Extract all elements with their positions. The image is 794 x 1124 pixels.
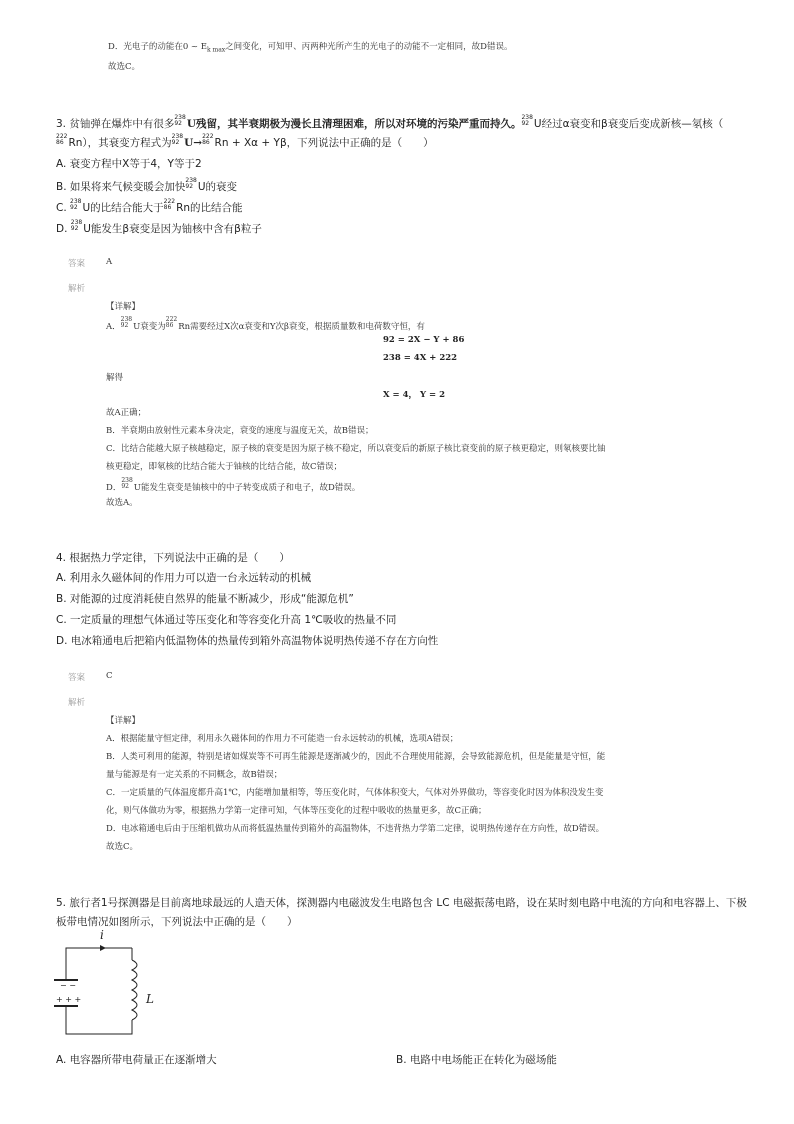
nuclide-u — [185, 178, 196, 190]
q5-stem-line2: 板带电情况如图所示，下列说法中正确的是（ ） — [56, 916, 298, 928]
prev-choose: 故选C。 — [108, 62, 141, 72]
prev-option-d — [108, 40, 513, 58]
q3-stem-line2 — [56, 134, 434, 150]
q3-analysis-label: 解析 — [68, 284, 86, 294]
q3-solve: 解得 — [106, 373, 124, 383]
nuclide-u — [172, 134, 183, 146]
capacitor-minus-charges: − − — [60, 981, 76, 990]
nuc-bottom: 92 — [521, 120, 530, 127]
q4-answer: C — [106, 671, 113, 681]
q3-equation-2: 238 = 4X + 222 — [383, 353, 458, 363]
q3-line2a: Rn），其衰变方程式为 — [68, 137, 172, 149]
q3-option-d[interactable] — [56, 220, 262, 236]
nuc-bottom: 86 — [202, 139, 210, 146]
nuc-bottom: 92 — [174, 120, 182, 127]
q3-line1c: U经过α衰变和β衰变后变成新核—氡核（ — [533, 118, 724, 130]
q3-explain-c1: C．比结合能越大原子核越稳定，原子核的衰变是因为原子核不稳定，所以衰变后的新原子核比衰变前的原子核更稳定，则氡核要比铀 — [106, 444, 606, 454]
q4-explain-b1: B．人类可利用的能源，特别是诸如煤炭等不可再生能源是逐渐减少的，因此不合理使用能源，会导致能源危机，但是能量是守恒，能 — [106, 752, 606, 762]
q3-opt-b-text: B. 如果将来气候变暖会加快 — [56, 181, 186, 193]
q3-stem-line1 — [56, 115, 723, 131]
nuclide-rn — [166, 317, 177, 329]
nuc-top: 238 — [70, 219, 83, 226]
q3-a1b: U衰变为 — [133, 322, 166, 332]
q4-analysis-label: 解析 — [68, 698, 86, 708]
q3-option-a[interactable]: A. 衰变方程中X等于4，Y等于2 — [56, 158, 202, 170]
nuclide-u — [174, 115, 185, 127]
q4-explain-b2: 量与能源是有一定关系的不同概念，故B错误； — [106, 770, 283, 780]
current-label: i — [100, 928, 104, 942]
nuclide-rn — [164, 199, 175, 211]
q4-option-a[interactable]: A. 利用永久磁体间的作用力可以造一台永远转动的机械 — [56, 572, 312, 584]
wire-bottom — [66, 1006, 132, 1034]
q3-answer: A — [106, 257, 113, 267]
q4-detail-heading: 【详解】 — [106, 716, 141, 726]
q3-explain-b: B．半衰期由放射性元素本身决定，衰变的速度与温度无关，故B错误； — [106, 426, 374, 436]
nuc-top: 238 — [185, 177, 197, 184]
q3-detail-heading: 【详解】 — [106, 302, 141, 312]
q3-opt-c-text: U的比结合能大于 — [82, 202, 164, 214]
nuc-top: 238 — [174, 114, 186, 121]
q4-explain-c1: C．一定质量的气体温度都升高1℃，内能增加量相等，等压变化时，气体体积变大，气体对外界做功，等容变化时因为体积没发生变 — [106, 788, 604, 798]
prev-d-tail: 之间变化，可知甲、丙两种光所产生的光电子的动能不一定相同，故D错误。 — [225, 42, 513, 52]
nuc-top: 222 — [202, 133, 214, 140]
nuclide-u — [121, 317, 132, 329]
q3-opt-c-label: C. — [56, 202, 67, 214]
q3-d-label: D． — [106, 483, 122, 493]
nuc-top: 238 — [171, 133, 184, 140]
inductor-coil — [132, 960, 137, 1020]
wire-top — [66, 948, 132, 980]
q3-a1c: Rn需要经过X次α衰变和Y次β衰变，根据质量数和电荷数守恒，有 — [178, 322, 425, 332]
q3-answer-label: 答案 — [68, 259, 86, 269]
q3-explain-a — [106, 317, 425, 334]
nuclide-u — [521, 115, 532, 127]
nuc-top: 222 — [56, 133, 68, 140]
q3-equation-1: 92 = 2X − Y + 86 — [383, 335, 465, 345]
q3-opt-c-tail: Rn的比结合能 — [176, 202, 243, 214]
nuc-bottom: 86 — [165, 322, 174, 329]
nuclide-u — [71, 220, 82, 232]
capacitor-plus-charges: + + + — [56, 995, 82, 1004]
prev-d-text: D．光电子的动能在0 ~ E — [108, 42, 207, 52]
q3-option-c[interactable] — [56, 199, 243, 215]
q5-option-a[interactable]: A. 电容器所带电荷量正在逐渐增大 — [56, 1054, 217, 1066]
q3-line2c: Rn + Xα + Yβ，下列说法中正确的是（ ） — [214, 137, 434, 149]
q4-option-c[interactable]: C. 一定质量的理想气体通过等压变化和等容变化升高 1℃吸收的热量不同 — [56, 614, 397, 626]
lc-circuit-diagram — [54, 930, 164, 1050]
current-arrow — [100, 945, 106, 951]
nuclide-u — [121, 478, 132, 490]
q3-opt-b-tail: U的衰变 — [197, 181, 238, 193]
nuclide-u — [70, 199, 81, 211]
q5-stem-line1: 5. 旅行者1号探测器是目前离地球最远的人造天体，探测器内电磁波发生电路包含 LC 电磁振荡电路，设在某时刻电路中电流的方向和电容器上、下极 — [56, 897, 747, 909]
q4-answer-label: 答案 — [68, 673, 86, 683]
nuc-top: 238 — [121, 477, 133, 484]
nuc-bottom: 92 — [70, 225, 79, 232]
q3-explain-d — [106, 478, 360, 495]
lc-circuit-svg — [54, 930, 164, 1050]
q3-opt-d-label: D. — [56, 223, 68, 235]
q3-choose: 故选A。 — [106, 498, 138, 508]
nuc-bottom: 92 — [70, 204, 78, 211]
q3-option-b[interactable] — [56, 178, 237, 194]
nuc-bottom: 92 — [185, 183, 194, 190]
q3-explain-c2: 核更稳定，即氡核的比结合能大于铀核的比结合能，故C错误； — [106, 462, 343, 472]
nuc-top: 238 — [120, 316, 133, 323]
nuc-bottom: 86 — [163, 204, 172, 211]
nuc-bottom: 92 — [171, 139, 180, 146]
ek-subscript: k max — [206, 46, 226, 54]
q4-choose: 故选C。 — [106, 842, 139, 852]
q3-line1a: 3. 贫铀弹在爆炸中有很多 — [56, 118, 175, 130]
q5-option-b[interactable]: B. 电路中电场能正在转化为磁场能 — [396, 1054, 557, 1066]
q4-option-d[interactable]: D. 电冰箱通电后把箱内低温物体的热量传到箱外高温物体说明热传递不存在方向性 — [56, 635, 439, 647]
q4-stem: 4. 根据热力学定律，下列说法中正确的是（ ） — [56, 552, 290, 564]
nuc-top: 222 — [165, 316, 178, 323]
q3-a1: A． — [106, 322, 121, 332]
q3-opt-d-text: U能发生β衰变是因为铀核中含有β粒子 — [83, 223, 262, 235]
nuclide-rn — [56, 134, 67, 146]
nuc-top: 238 — [70, 198, 82, 205]
nuc-top: 222 — [163, 198, 176, 205]
q3-line1b: U残留，其半衰期极为漫长且清理困难，所以对环境的污染严重而持久。 — [186, 118, 522, 130]
inductor-label: L — [146, 992, 154, 1006]
q4-option-b[interactable]: B. 对能源的过度消耗使自然界的能量不断减少，形成“能源危机” — [56, 593, 354, 605]
q4-explain-c2: 化，则气体做功为零，根据热力学第一定律可知，气体等压变化的过程中吸收的热量更多，故C正确； — [106, 806, 487, 816]
q3-a-correct: 故A正确； — [106, 408, 147, 418]
nuc-top: 238 — [521, 114, 533, 121]
q3-line2b: U→ — [184, 137, 203, 149]
q4-explain-a: A．根据能量守恒定律，利用永久磁体间的作用力不可能造一台永远转动的机械，选项A错误； — [106, 734, 459, 744]
q4-explain-d: D．电冰箱通电后由于压缩机做功从而将低温热量传到箱外的高温物体，不违背热力学第二定律，说明热传递存在方向性，故D错误。 — [106, 824, 605, 834]
q3-equation-3: X = 4， Y = 2 — [383, 390, 446, 400]
nuclide-rn — [202, 134, 213, 146]
q3-d-text: U能发生衰变是铀核中的中子转变成质子和电子，故D错误。 — [133, 483, 361, 493]
nuc-bottom: 92 — [121, 483, 129, 490]
nuc-bottom: 92 — [120, 322, 129, 329]
nuc-bottom: 86 — [56, 139, 64, 146]
